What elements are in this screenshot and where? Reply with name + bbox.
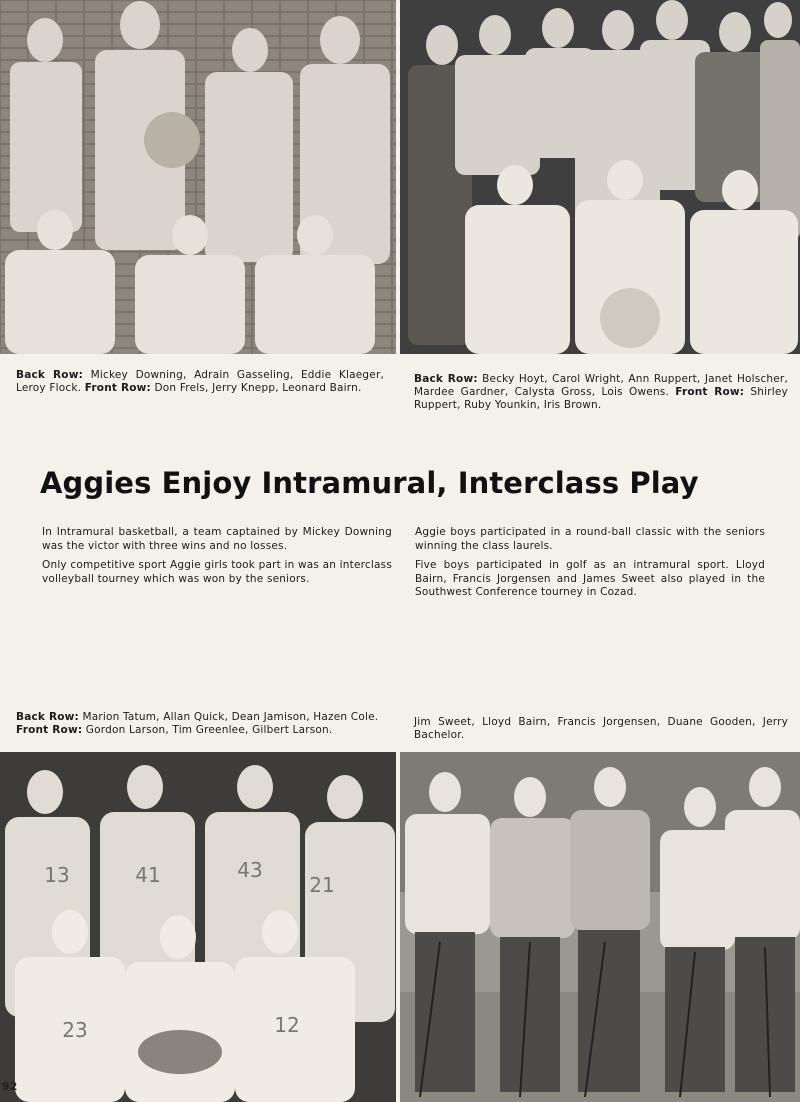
photo-basketball-jersey-team [0,752,396,1102]
page-headline: Aggies Enjoy Intramural, Interclass Play [40,466,699,500]
caption-girls-volleyball [414,373,788,412]
body-paragraph: Only competitive sport Aggie girls took part in was an interclass volleyball tourney which was won by the seniors. [42,559,392,585]
body-paragraph: In Intramural basketball, a team captained by Mickey Downing was the victor with three wins and no losses. [42,526,392,552]
caption-boys-basketball [16,369,384,395]
caption-golf-team [414,716,788,742]
caption-names: Don Frels, Jerry Knepp, Leonard Bairn. [154,382,362,394]
caption-names: Becky Hoyt, Carol Wright, Ann Ruppert, Janet Holscher, Mardee Gardner, Calysta Gross, Lois Owens. [414,373,788,398]
photo-girls-volleyball-team [400,0,800,354]
caption-label: Back Row: [16,369,84,381]
body-paragraph: Aggie boys participated in a round-ball classic with the seniors winning the class laurels. [415,526,765,552]
caption-label: Front Row: [16,724,83,736]
caption-names: Mickey Downing, Adrain Gasseling, Eddie Klaeger, Leroy Flock. [16,369,384,394]
page-number: 92 [2,1080,18,1093]
body-paragraph: Five boys participated in golf as an intramural sport. Lloyd Bairn, Francis Jorgensen and James Sweet also played in the Southwest Conference tourney in Cozad. [415,559,765,598]
jersey-number: 41 [135,863,161,887]
caption-label: Front Row: [675,386,745,398]
caption-label: Front Row: [84,382,151,394]
caption-names: Marion Tatum, Allan Quick, Dean Jamison, Hazen Cole. [82,711,379,723]
caption-names: Gordon Larson, Tim Greenlee, Gilbert Larson. [85,724,333,736]
photo-golf-team [400,752,800,1102]
jersey-number: 23 [62,1018,88,1042]
jersey-number: 43 [237,858,263,882]
body-column-right [415,526,765,606]
jersey-number: 13 [44,863,70,887]
jersey-number: 12 [274,1013,300,1037]
body-column-left [42,526,392,592]
caption-label: Back Row: [16,711,79,723]
jersey-number: 21 [309,873,335,897]
photo-boys-basketball-team [0,0,396,354]
caption-label: Back Row: [414,373,478,385]
caption-names: Shirley Ruppert, Ruby Younkin, Iris Brown. [414,386,788,411]
caption-basketball-team [16,711,384,737]
caption-names: Jim Sweet, Lloyd Bairn, Francis Jorgensen, Duane Gooden, Jerry Bachelor. [414,716,788,741]
